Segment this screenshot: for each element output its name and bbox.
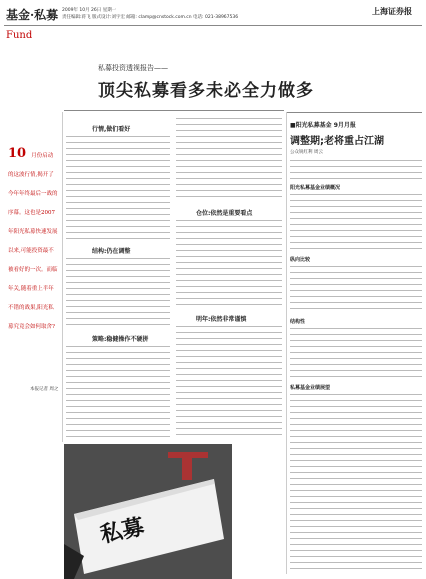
quote-text: 月份启动的这波行情,揭开了今年年终最后一战的序幕。这也是2007年阳光私募快速发展以来,可能投资最不被看好的一次。而临年关,随着重上半年不错的战果,阳光私募究竟会如何取舍? <box>8 153 58 330</box>
right-subhead-4: 私募基金业绩展望 <box>290 385 331 391</box>
column-divider <box>286 112 287 574</box>
issue-line: 2009年 10月 26日 星期一 <box>62 8 117 13</box>
photo-label: 私募 <box>98 513 147 549</box>
subhead-3: 结构:仍在调整 <box>92 248 131 255</box>
right-intro <box>290 158 422 180</box>
right-body-4 <box>290 392 422 572</box>
article-kicker: 私募投资透视报告—— <box>98 64 168 72</box>
quote-lead: 10 <box>8 146 27 161</box>
right-headline: 调整期;老将重占江湖 <box>290 136 384 147</box>
right-subhead-2: 纵向比较 <box>290 257 311 263</box>
headline-rule <box>64 110 284 111</box>
subhead-5: 明年:依然非常谨慎 <box>196 316 247 323</box>
right-subhead-3: 结构性 <box>290 319 306 325</box>
right-byline: 公众锐红利 周云 <box>290 150 323 155</box>
right-subhead-1: 阳光私募基金业绩概况 <box>290 185 341 191</box>
body-text-col1a <box>66 134 170 240</box>
photo-illustration <box>64 444 232 579</box>
section-title-en: Fund <box>6 30 33 41</box>
header-rule <box>4 25 422 26</box>
right-body-2 <box>290 264 422 314</box>
article-photo <box>64 444 232 579</box>
column-divider <box>62 112 63 442</box>
right-body-3 <box>290 326 422 380</box>
subhead-2: 仓位:依然是重要看点 <box>196 210 253 217</box>
subhead-1: 行情,做们看好 <box>92 126 131 133</box>
sidebar-quote <box>8 142 58 332</box>
subhead-4: 策略:稳健操作不硬拼 <box>92 336 149 343</box>
body-text-col2a <box>176 116 282 202</box>
right-rule <box>286 112 422 113</box>
paper-name: 上海证券报 <box>372 6 412 16</box>
body-text-col1c <box>66 344 170 438</box>
editor-line: 责任编辑:蒋飞 版式设计:刘宇宏 邮箱: clamp@cnstock.com.cn 电话: 021-38967536 <box>62 15 239 20</box>
right-body-1 <box>290 192 422 252</box>
sidebar-author: 本报记者 周之 <box>30 387 59 392</box>
body-text-col2b <box>176 218 282 308</box>
body-text-col1b <box>66 256 170 326</box>
article-headline: 顶尖私募看多未必全力做多 <box>98 81 314 101</box>
right-tag: ■阳光私募基金 9月月报 <box>290 122 356 129</box>
body-text-col2c <box>176 324 282 438</box>
section-title: 基金·私募 <box>6 8 59 22</box>
